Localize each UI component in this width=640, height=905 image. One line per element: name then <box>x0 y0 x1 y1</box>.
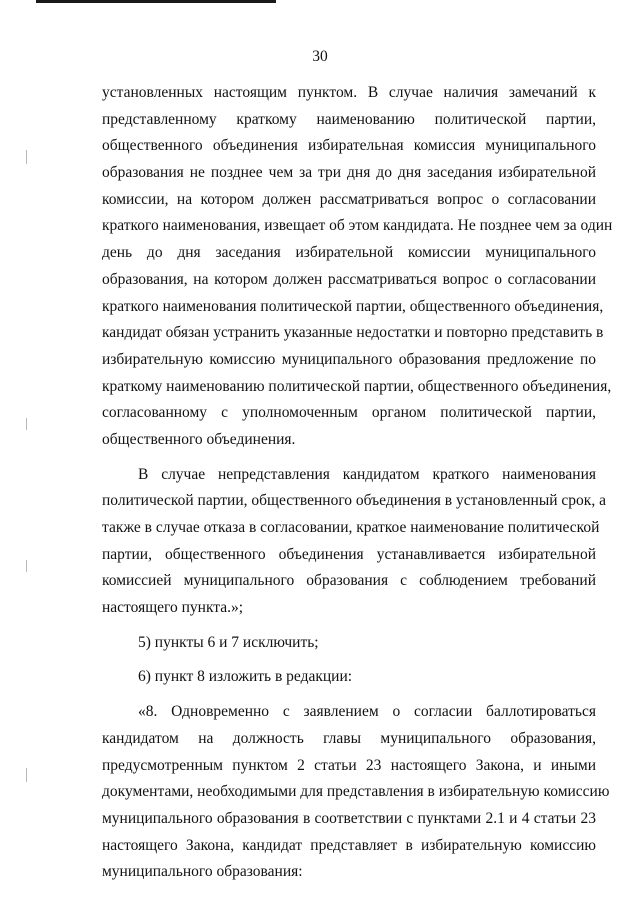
text-line: комиссией муниципального образования с соблюдением требований <box>102 572 596 590</box>
text-line: также в случае отказа в согласовании, краткое наименование политической <box>102 519 600 536</box>
text-line: общественного объединения избирательная комиссия муниципального <box>102 137 596 155</box>
text-line: краткому наименованию политической партии, общественного объединения, <box>102 377 612 395</box>
margin-mark <box>26 418 27 430</box>
margin-mark <box>26 768 27 782</box>
text-line: настоящего Закона, кандидат представляет в избирательную комиссию <box>102 836 596 854</box>
paragraph <box>102 699 610 886</box>
text-line: настоящего пункта.»; <box>102 599 244 617</box>
text-line: представленному краткому наименованию политической партии, <box>102 110 596 128</box>
text-line: партии, общественного объединения устанавливается избирательной <box>102 545 596 563</box>
document-body <box>102 80 613 886</box>
paragraph-gap <box>102 454 596 462</box>
paragraph-gap <box>102 691 596 699</box>
text-line: «8. Одновременно с заявлением о согласии баллотироваться <box>138 703 596 721</box>
text-line: кандидатом на должность главы муниципального образования, <box>102 729 596 747</box>
text-line: установленных настоящим пунктом. В случае наличия замечаний к <box>102 84 596 101</box>
text-line: 5) пункты 6 и 7 исключить; <box>138 633 319 651</box>
paragraph <box>102 80 613 454</box>
page-number: 30 <box>312 48 328 65</box>
text-line: документами, необходимыми для представления в избирательную комиссию <box>102 783 610 801</box>
text-line: краткого наименования политической партии, общественного объединения, <box>102 297 604 315</box>
text-line: образования не позднее чем за три дня до дня заседания избирательной <box>102 164 596 182</box>
margin-mark <box>26 150 27 164</box>
text-line: 6) пункт 8 изложить в редакции: <box>138 668 353 686</box>
text-line: политической партии, общественного объединения в установленный срок, а <box>102 492 606 510</box>
paragraph <box>102 630 596 657</box>
text-line: образования, на котором должен рассматриваться вопрос о согласовании <box>102 270 596 288</box>
text-line: муниципального образования: <box>102 863 303 881</box>
text-line: муниципального образования в соответствии с пунктами 2.1 и 4 статьи 23 <box>102 809 596 827</box>
text-line: согласованному с уполномоченным органом политической партии, <box>102 404 596 422</box>
top-border-rule <box>36 0 276 3</box>
paragraph-gap <box>102 622 596 630</box>
text-line: кандидат обязан устранить указанные недостатки и повторно представить в <box>102 324 604 342</box>
text-line: общественного объединения. <box>102 430 296 448</box>
margin-mark <box>26 560 27 572</box>
text-line: В случае непредставления кандидатом краткого наименования <box>138 465 596 483</box>
text-line: день до дня заседания избирательной комиссии муниципального <box>102 244 596 262</box>
text-line: избирательную комиссию муниципального образования предложение по <box>102 350 596 368</box>
text-line: комиссии, на котором должен рассматриваться вопрос о согласовании <box>102 190 596 208</box>
paragraph <box>102 462 606 622</box>
text-line: предусмотренным пунктом 2 статьи 23 настоящего Закона, и иными <box>102 756 596 774</box>
paragraph <box>102 664 596 691</box>
text-line: краткого наименования, извещает об этом кандидата. Не позднее чем за один <box>102 217 613 235</box>
paragraph-gap <box>102 656 596 664</box>
